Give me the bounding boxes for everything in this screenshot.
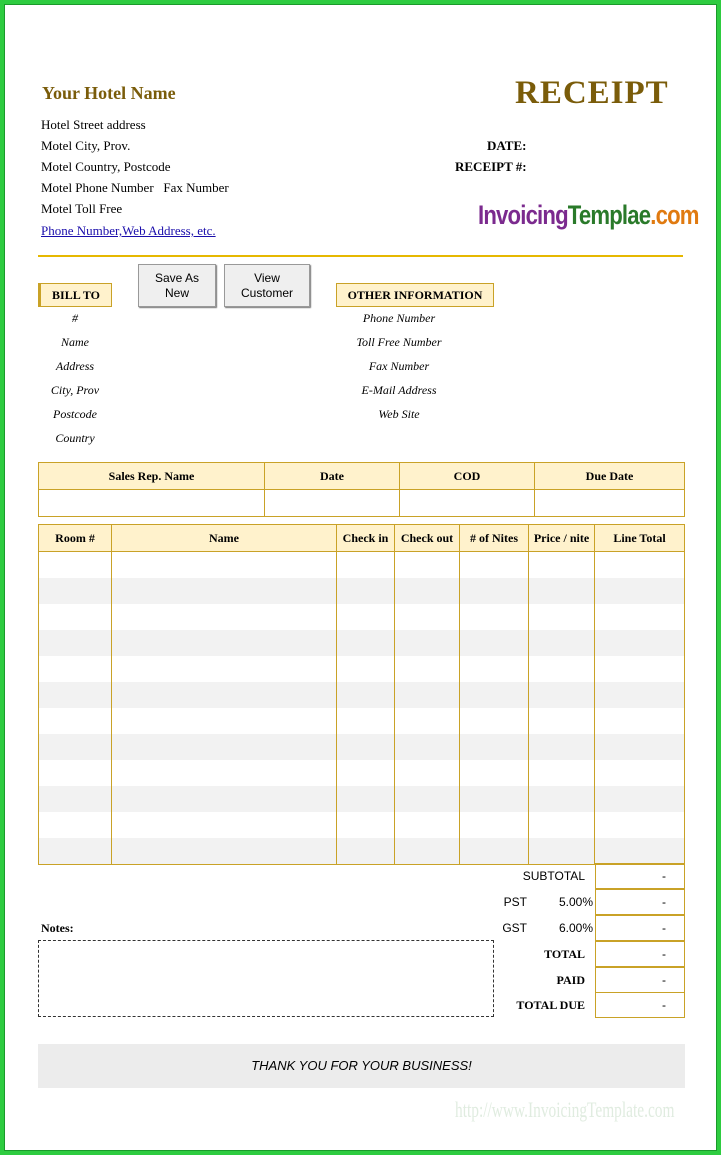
sales-rep-name-cell[interactable] — [39, 490, 265, 517]
col-sales-rep-name: Sales Rep. Name — [39, 463, 265, 490]
view-customer-label-1: View — [254, 270, 280, 285]
item-cell[interactable] — [337, 786, 395, 812]
col-due-date: Due Date — [535, 463, 685, 490]
total-due-value: - — [595, 992, 685, 1018]
item-cell[interactable] — [39, 760, 112, 786]
table-row — [39, 786, 685, 812]
table-row — [39, 682, 685, 708]
item-cell[interactable] — [595, 682, 685, 708]
item-cell[interactable] — [112, 760, 337, 786]
item-cell[interactable] — [595, 708, 685, 734]
item-cell[interactable] — [395, 578, 460, 604]
receipt-number-label: RECEIPT #: — [455, 159, 527, 174]
item-cell[interactable] — [395, 604, 460, 630]
item-cell[interactable] — [595, 578, 685, 604]
item-cell[interactable] — [595, 630, 685, 656]
item-cell[interactable] — [460, 682, 529, 708]
gst-rate[interactable]: 6.00% — [558, 921, 593, 935]
item-cell[interactable] — [595, 734, 685, 760]
item-cell[interactable] — [337, 760, 395, 786]
item-cell[interactable] — [112, 786, 337, 812]
item-cell[interactable] — [460, 838, 529, 865]
item-cell[interactable] — [529, 552, 595, 579]
item-cell[interactable] — [395, 708, 460, 734]
item-cell[interactable] — [595, 604, 685, 630]
total-due-label: TOTAL DUE — [516, 998, 585, 1012]
subtotal-label: SUBTOTAL — [522, 869, 585, 883]
logo-part-3: .com — [650, 200, 699, 230]
col-cod: COD — [400, 463, 535, 490]
address-line-1[interactable]: Hotel Street address — [41, 117, 146, 132]
other-fax-number[interactable]: Fax Number — [368, 359, 430, 373]
date-label: DATE: — [487, 138, 527, 153]
item-cell[interactable] — [460, 760, 529, 786]
item-cell[interactable] — [395, 734, 460, 760]
item-cell[interactable] — [529, 734, 595, 760]
item-cell[interactable] — [529, 682, 595, 708]
table-row — [39, 656, 685, 682]
bill-to-city-prov[interactable]: City, Prov — [50, 383, 100, 397]
table-row — [39, 578, 685, 604]
item-cell[interactable] — [337, 604, 395, 630]
table-row — [39, 630, 685, 656]
item-cell[interactable] — [337, 682, 395, 708]
item-cell[interactable] — [112, 552, 337, 579]
item-cell[interactable] — [460, 734, 529, 760]
item-cell[interactable] — [337, 578, 395, 604]
item-cell[interactable] — [112, 682, 337, 708]
item-cell[interactable] — [460, 812, 529, 838]
item-cell[interactable] — [595, 812, 685, 838]
thank-you-banner: THANK YOU FOR YOUR BUSINESS! — [38, 1044, 685, 1088]
item-cell[interactable] — [595, 552, 685, 579]
save-as-new-button[interactable] — [138, 264, 216, 307]
item-cell[interactable] — [529, 656, 595, 682]
col-price-per-nite: Price / nite — [529, 525, 595, 552]
item-cell[interactable] — [39, 708, 112, 734]
header-divider — [38, 255, 683, 257]
col-check-out: Check out — [395, 525, 460, 552]
address-line-3[interactable]: Motel Country, Postcode — [41, 159, 171, 174]
table-row — [39, 838, 685, 865]
item-cell[interactable] — [39, 656, 112, 682]
paid-label: PAID — [556, 973, 585, 987]
item-cell[interactable] — [529, 786, 595, 812]
item-cell[interactable] — [395, 630, 460, 656]
item-cell[interactable] — [395, 838, 460, 865]
logo-part-2: Templae — [567, 200, 651, 230]
contact-link[interactable]: Phone Number,Web Address, etc. — [41, 223, 216, 238]
item-cell[interactable] — [112, 708, 337, 734]
bill-to-number[interactable]: # — [72, 311, 78, 325]
item-cell[interactable] — [337, 656, 395, 682]
items-table — [38, 524, 685, 865]
table-row — [39, 812, 685, 838]
item-cell[interactable] — [39, 552, 112, 579]
item-cell[interactable] — [39, 682, 112, 708]
item-cell[interactable] — [112, 734, 337, 760]
item-cell[interactable] — [395, 812, 460, 838]
item-cell[interactable] — [39, 630, 112, 656]
col-name: Name — [112, 525, 337, 552]
item-cell[interactable] — [112, 630, 337, 656]
address-line-4[interactable]: Motel Phone Number Fax Number — [41, 180, 229, 195]
item-cell[interactable] — [39, 604, 112, 630]
watermark: http://www.InvoicingTemplate.com — [455, 1097, 675, 1122]
gst-value: - — [595, 915, 685, 941]
item-cell[interactable] — [337, 838, 395, 865]
item-cell[interactable] — [112, 604, 337, 630]
other-web-site[interactable]: Web Site — [378, 407, 420, 421]
other-phone-number[interactable]: Phone Number — [362, 311, 436, 325]
bill-to-country[interactable]: Country — [55, 431, 95, 445]
item-cell[interactable] — [595, 656, 685, 682]
item-cell[interactable] — [395, 552, 460, 579]
receipt-page — [4, 4, 717, 1151]
item-cell[interactable] — [460, 604, 529, 630]
other-toll-free-number[interactable]: Toll Free Number — [356, 335, 442, 349]
save-as-new-label-1: Save As — [154, 270, 200, 285]
item-cell[interactable] — [529, 812, 595, 838]
cod-cell[interactable] — [400, 490, 535, 517]
address-line-5[interactable]: Motel Toll Free — [41, 201, 123, 216]
table-row — [39, 734, 685, 760]
col-line-total: Line Total — [595, 525, 685, 552]
other-information-header: OTHER INFORMATION — [336, 283, 494, 307]
item-cell[interactable] — [460, 578, 529, 604]
col-check-in: Check in — [337, 525, 395, 552]
item-cell[interactable] — [395, 760, 460, 786]
table-row — [39, 760, 685, 786]
total-label: TOTAL — [544, 947, 585, 961]
notes-box[interactable] — [38, 940, 494, 1017]
item-cell[interactable] — [39, 838, 112, 865]
item-cell[interactable] — [395, 786, 460, 812]
subtotal-value: - — [595, 863, 685, 889]
pst-value: - — [595, 889, 685, 915]
col-room-number: Room # — [39, 525, 112, 552]
item-cell[interactable] — [337, 630, 395, 656]
item-cell[interactable] — [460, 552, 529, 579]
pst-rate[interactable]: 5.00% — [558, 895, 593, 909]
save-as-new-label-2: New — [164, 285, 189, 300]
item-cell[interactable] — [39, 786, 112, 812]
item-cell[interactable] — [337, 708, 395, 734]
item-cell[interactable] — [112, 656, 337, 682]
item-cell[interactable] — [460, 708, 529, 734]
table-row — [39, 604, 685, 630]
view-customer-button[interactable] — [224, 264, 310, 307]
bill-to-name[interactable]: Name — [61, 335, 89, 349]
item-cell[interactable] — [529, 838, 595, 865]
item-cell[interactable] — [460, 630, 529, 656]
item-cell[interactable] — [39, 812, 112, 838]
pst-label: PST — [503, 895, 527, 909]
item-cell[interactable] — [337, 552, 395, 579]
other-email-address[interactable]: E-Mail Address — [361, 383, 437, 397]
table-row — [39, 708, 685, 734]
table-row — [39, 552, 685, 579]
hotel-name[interactable]: Your Hotel Name — [42, 83, 176, 103]
item-cell[interactable] — [337, 734, 395, 760]
item-cell[interactable] — [395, 656, 460, 682]
col-date: Date — [265, 463, 400, 490]
logo-part-1: Invoicing — [478, 200, 568, 230]
paid-value[interactable]: - — [595, 967, 685, 993]
col-nites: # of Nites — [460, 525, 529, 552]
invoicing-template-logo — [478, 200, 699, 231]
item-cell[interactable] — [529, 708, 595, 734]
item-cell[interactable] — [595, 838, 685, 865]
item-cell[interactable] — [39, 734, 112, 760]
view-customer-label-2: Customer — [240, 285, 293, 300]
item-cell[interactable] — [112, 578, 337, 604]
bill-to-postcode[interactable]: Postcode — [53, 407, 97, 421]
item-cell[interactable] — [460, 786, 529, 812]
sales-rep-table — [38, 462, 685, 517]
item-cell[interactable] — [112, 838, 337, 865]
notes-label: Notes: — [41, 921, 74, 935]
item-cell[interactable] — [337, 812, 395, 838]
item-cell[interactable] — [112, 812, 337, 838]
bill-to-address[interactable]: Address — [55, 359, 95, 373]
bill-to-header: BILL TO — [38, 283, 112, 307]
address-line-2[interactable]: Motel City, Prov. — [41, 138, 131, 153]
date-cell[interactable] — [265, 490, 400, 517]
item-cell[interactable] — [39, 578, 112, 604]
item-cell[interactable] — [595, 786, 685, 812]
item-cell[interactable] — [529, 760, 595, 786]
due-date-cell[interactable] — [535, 490, 685, 517]
item-cell[interactable] — [395, 682, 460, 708]
item-cell[interactable] — [529, 630, 595, 656]
gst-label: GST — [502, 921, 527, 935]
total-value: - — [595, 941, 685, 967]
item-cell[interactable] — [595, 760, 685, 786]
receipt-title: RECEIPT — [515, 75, 669, 111]
item-cell[interactable] — [460, 656, 529, 682]
item-cell[interactable] — [529, 578, 595, 604]
item-cell[interactable] — [529, 604, 595, 630]
